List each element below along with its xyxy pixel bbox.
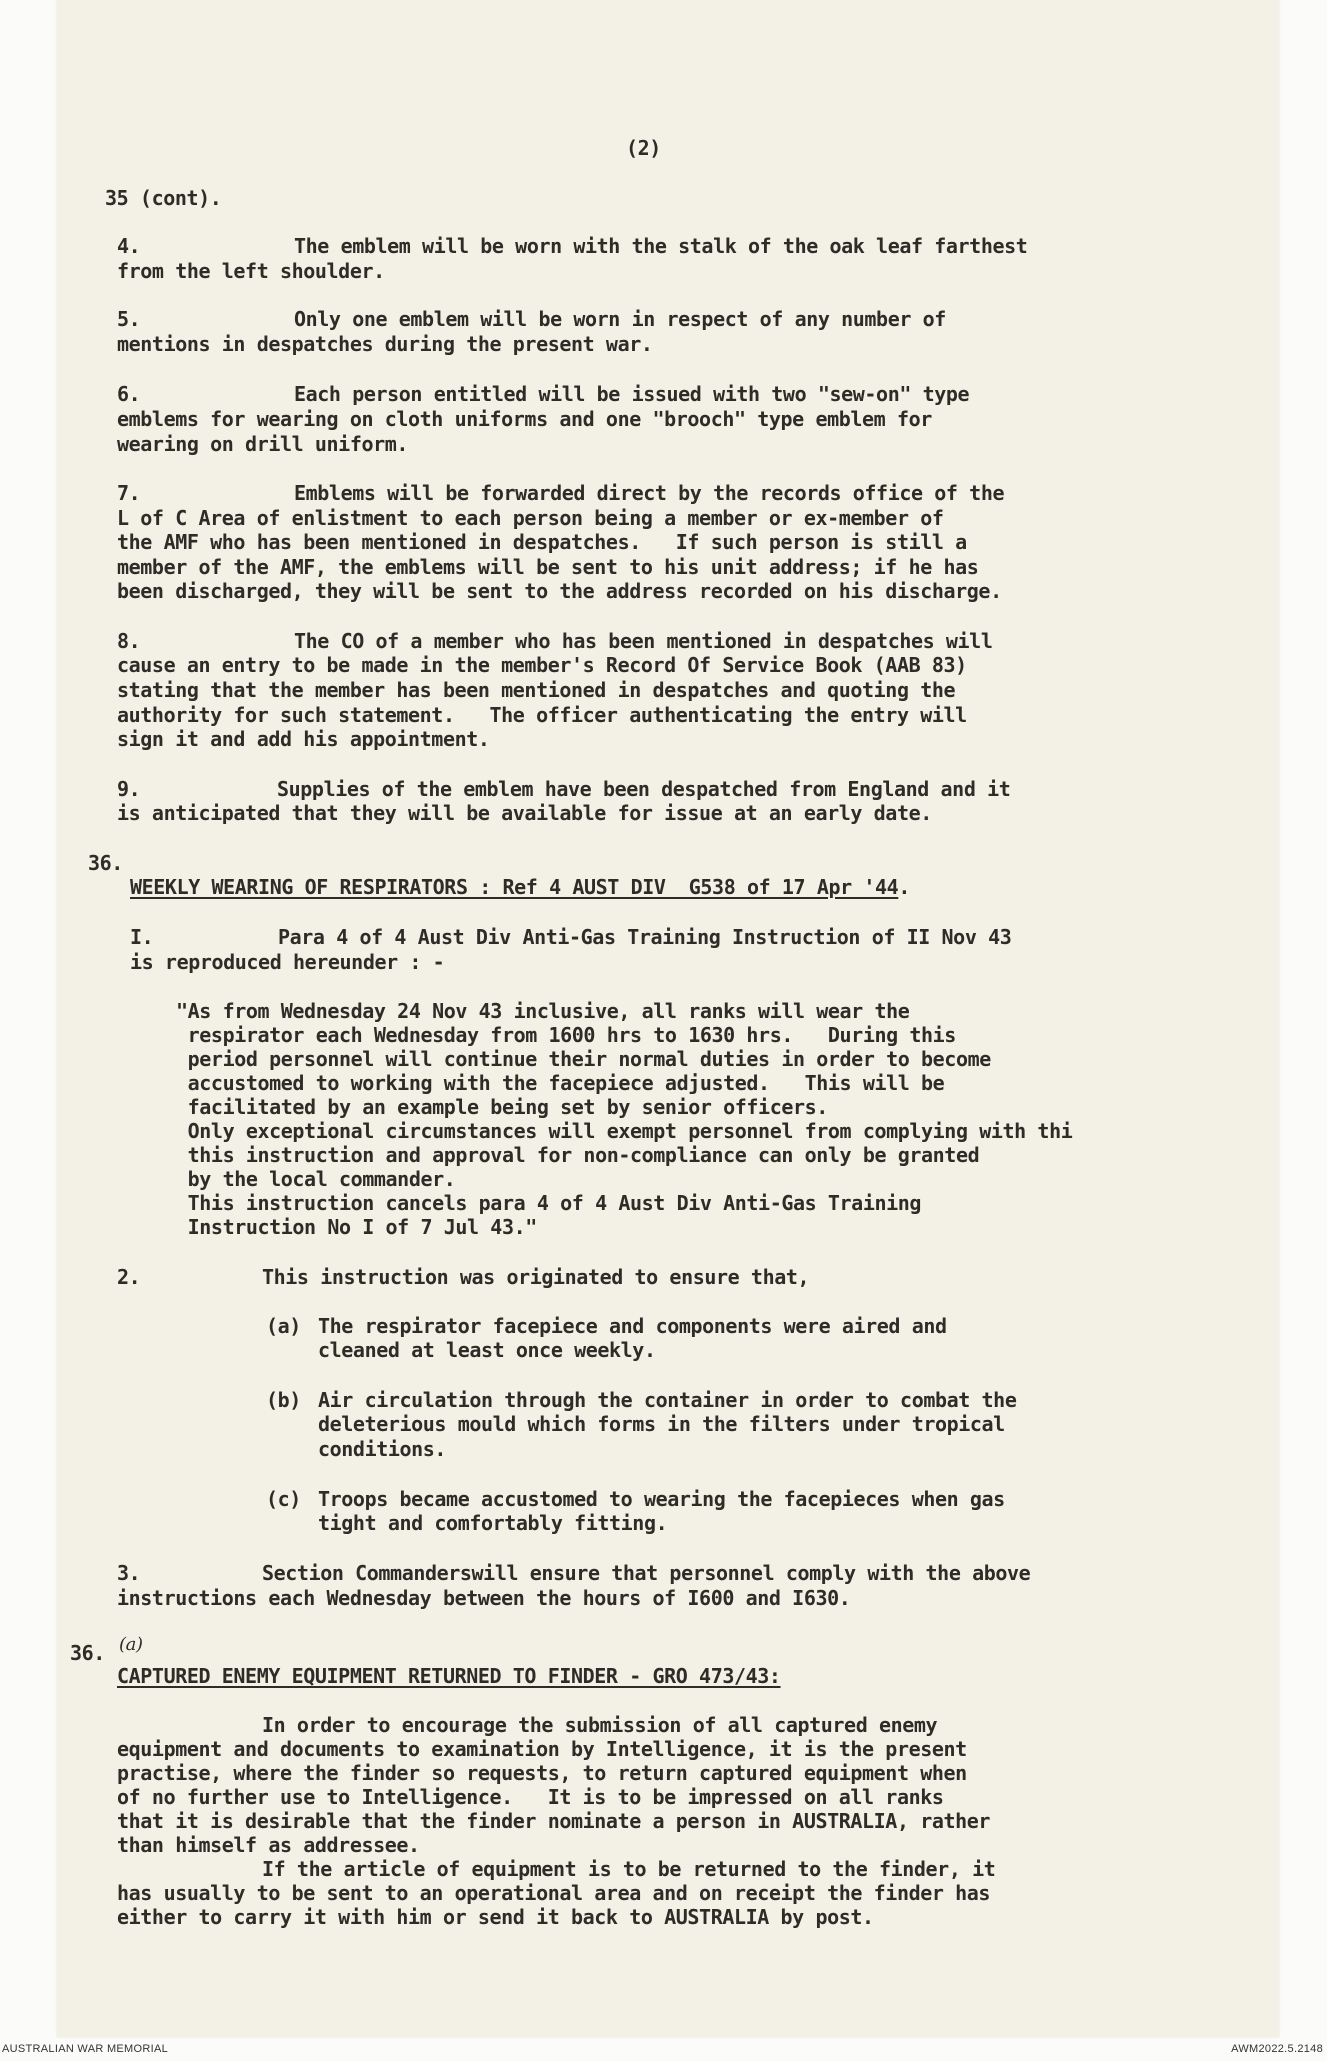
para-line: sign it and add his appointment. — [117, 727, 490, 751]
para-line: cause an entry to be made in the member's Record Of Service Book (AAB 83) — [117, 653, 967, 677]
list-item-line: Troops became accustomed to wearing the facepieces when gas — [318, 1487, 1005, 1511]
footer-right: AWM2022.5.2148 — [1231, 2043, 1323, 2055]
para-line: wearing on drill uniform. — [117, 432, 409, 456]
para-line: Section Commanderswill ensure that personnel comply with the above — [262, 1561, 1031, 1585]
para-line: is reproduced hereunder : - — [130, 950, 445, 974]
section-heading — [130, 875, 910, 900]
quote-line: this instruction and approval for non-compliance can only be granted — [176, 1143, 980, 1167]
quote-line: facilitated by an example being set by senior officers. — [176, 1095, 828, 1119]
para-number: 8. — [117, 629, 141, 653]
quote-line: by the local commander. — [176, 1167, 456, 1191]
para-line: practise, where the finder so requests, to return captured equipment when — [117, 1761, 967, 1785]
quote-line: Instruction No I of 7 Jul 43." — [176, 1215, 537, 1239]
para-line: emblems for wearing on cloth uniforms and one "brooch" type emblem for — [117, 407, 932, 431]
footer-left: AUSTRALIAN WAR MEMORIAL — [2, 2043, 169, 2055]
para-number: 9. — [117, 777, 141, 801]
para-line: either to carry it with him or send it back to AUSTRALIA by post. — [117, 1905, 874, 1929]
quote-line: period personnel will continue their normal duties in order to become — [176, 1047, 991, 1071]
para-line: member of the AMF, the emblems will be sent to his unit address; if he has — [117, 555, 979, 579]
list-item-line: conditions. — [318, 1437, 447, 1461]
para-number: 5. — [117, 307, 141, 331]
para-line: is anticipated that they will be available for issue at an early date. — [117, 801, 932, 825]
para-line: stating that the member has been mentioned in despatches and quoting the — [117, 678, 956, 702]
para-line: of no further use to Intelligence. It is to be impressed on all ranks — [117, 1785, 944, 1809]
continuation-heading: 35 (cont). — [105, 186, 222, 210]
para-line: authority for such statement. The officer authenticating the entry will — [117, 703, 967, 727]
quote-line: This instruction cancels para 4 of 4 Aust Div Anti-Gas Training — [176, 1191, 922, 1215]
para-number: 7. — [117, 481, 141, 505]
para-line: from the left shoulder. — [117, 259, 385, 283]
list-item-label: (b) — [266, 1388, 301, 1412]
list-item-line: cleaned at least once weekly. — [318, 1338, 656, 1362]
quote-line: accustomed to working with the facepiece adjusted. This will be — [176, 1071, 945, 1095]
section-heading-text: WEEKLY WEARING OF RESPIRATORS : Ref 4 AUST DIV G538 of 17 Apr '44 — [130, 875, 899, 899]
para-line: equipment and documents to examination by Intelligence, it is the present — [117, 1737, 967, 1761]
handwritten-annotation: (a) — [119, 1634, 143, 1655]
para-line: The CO of a member who has been mentioned in despatches will — [294, 629, 993, 653]
section-heading: CAPTURED ENEMY EQUIPMENT RETURNED TO FINDER - GRO 473/43: — [117, 1664, 781, 1688]
quote-line: "As from Wednesday 24 Nov 43 inclusive, all ranks will wear the — [176, 999, 910, 1023]
para-line: instructions each Wednesday between the hours of I600 and I630. — [117, 1586, 851, 1610]
para-line: In order to encourage the submission of all captured enemy — [262, 1713, 938, 1737]
para-line: the AMF who has been mentioned in despatches. If such person is still a — [117, 530, 967, 554]
para-number: 4. — [117, 234, 141, 258]
page-number: (2) — [626, 136, 661, 160]
para-line: Supplies of the emblem have been despatched from England and it — [277, 777, 1011, 801]
para-line: mentions in despatches during the present war. — [117, 332, 653, 356]
list-item-line: The respirator facepiece and components were aired and — [318, 1314, 947, 1338]
para-line: been discharged, they will be sent to the address recorded on his discharge. — [117, 579, 1002, 603]
section-number: 36. — [88, 851, 123, 875]
para-number: 2. — [117, 1265, 141, 1289]
list-item-label: (a) — [266, 1314, 301, 1338]
list-item-line: deleterious mould which forms in the filters under tropical — [318, 1412, 1005, 1436]
section-heading-end: . — [898, 875, 910, 899]
para-line: than himself as addressee. — [117, 1833, 420, 1857]
quote-line: respirator each Wednesday from 1600 hrs to 1630 hrs. During this — [176, 1023, 956, 1047]
para-line: Emblems will be forwarded direct by the records office of the — [294, 481, 1005, 505]
quote-line: Only exceptional circumstances will exempt personnel from complying with thi — [176, 1119, 1073, 1143]
para-number: I. — [130, 925, 154, 949]
para-line: Para 4 of 4 Aust Div Anti-Gas Training Instruction of II Nov 43 — [278, 925, 1012, 949]
list-item-label: (c) — [266, 1487, 301, 1511]
para-line: that it is desirable that the finder nominate a person in AUSTRALIA, rather — [117, 1809, 991, 1833]
para-line: L of C Area of enlistment to each person being a member or ex-member of — [117, 506, 944, 530]
para-number: 6. — [117, 382, 141, 406]
para-line: The emblem will be worn with the stalk of the oak leaf farthest — [294, 234, 1028, 258]
section-number: 36. — [70, 1641, 105, 1665]
para-line: If the article of equipment is to be returned to the finder, it — [262, 1857, 996, 1881]
para-line: has usually to be sent to an operational area and on receipt the finder has — [117, 1881, 991, 1905]
para-line: Each person entitled will be issued with two "sew-on" type — [294, 382, 970, 406]
para-line: This instruction was originated to ensure that, — [262, 1265, 810, 1289]
list-item-line: Air circulation through the container in order to combat the — [318, 1388, 1017, 1412]
para-line: Only one emblem will be worn in respect of any number of — [294, 307, 946, 331]
list-item-line: tight and comfortably fitting. — [318, 1511, 668, 1535]
para-number: 3. — [117, 1561, 141, 1585]
